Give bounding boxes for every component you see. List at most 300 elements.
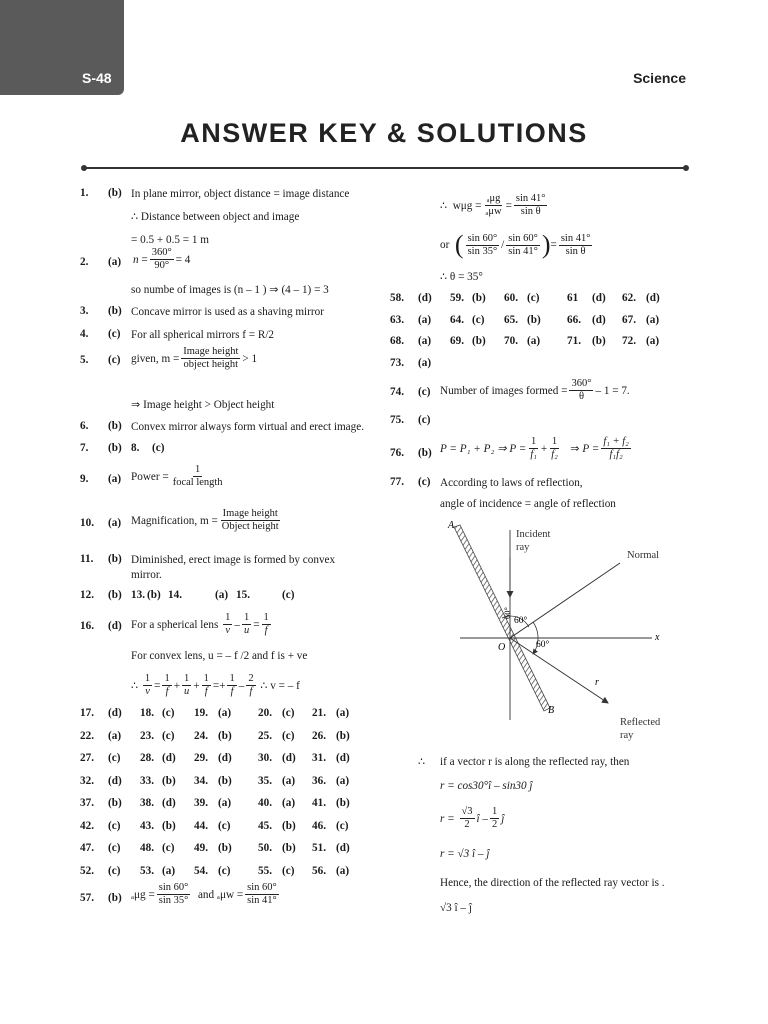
q76-frac2-num: 1 [551, 436, 558, 447]
r1-eq: = [505, 199, 512, 212]
q76-plus: + [540, 442, 548, 455]
label-incident-ray: ray [516, 542, 530, 553]
q16-frac-f-den: f [264, 625, 268, 636]
grid-left-cell-number: 34. [194, 774, 208, 787]
ratio-line [440, 232, 594, 258]
q1-answer: (b) [108, 187, 122, 199]
vec-l3-frac1 [460, 806, 475, 831]
q5-frac-den: object height [183, 359, 239, 370]
q10-fraction [220, 508, 281, 533]
q5-line2: ⇒ Image height > Object height [131, 399, 275, 411]
vec-therefore: ∴ [418, 756, 426, 768]
grid-left-cell-answer: (c) [108, 864, 121, 877]
q76-arrow: ⇒ [570, 442, 580, 455]
grid-left-cell-number: 36. [312, 774, 326, 787]
q74-equation [440, 378, 630, 403]
q9-answer: (a) [108, 473, 122, 485]
grid-left-cell-number: 31. [312, 752, 326, 764]
grid-left-cell-answer: (a) [336, 774, 350, 787]
label-angle-2: 60° [502, 607, 512, 619]
q11-line1: Diminished, erect image is formed by convex [131, 554, 336, 566]
vec-l3-frac2-num: 1 [492, 806, 498, 817]
grid-right-cell-number: 58. [390, 292, 404, 304]
q14-answer: (a) [215, 589, 229, 601]
grid-right-cell-answer: (d) [592, 313, 606, 326]
label-incident: Incident [516, 529, 551, 540]
q2-eq: = [141, 253, 148, 266]
grid-left-cell-number: 41. [312, 797, 326, 809]
q57-frac1-den: sin 35° [158, 895, 189, 906]
r1-frac2-num: sin 41° [515, 193, 546, 204]
grid-left-cell-number: 55. [258, 864, 272, 877]
vec-l3-frac1-den: 2 [464, 819, 470, 830]
q16-l3-frac5 [227, 673, 236, 698]
grid-left-cell-number: 26. [312, 729, 326, 742]
q16-l3-frac3-den: u [184, 686, 190, 697]
q74-post: – 1 = 7. [595, 384, 630, 397]
q75-answer: (c) [418, 414, 431, 426]
q16-frac-f-num: 1 [263, 612, 269, 623]
q57-answer: (b) [108, 892, 122, 904]
q74-answer: (c) [418, 386, 431, 398]
q15-number: 15. [236, 589, 250, 601]
q16-l3-frac3-num: 1 [184, 673, 190, 684]
grid-left-cell-number: 37. [80, 797, 94, 809]
grid-left-cell-number: 19. [194, 707, 208, 719]
q5-pre: given, m = [131, 352, 180, 365]
q4-number: 4. [80, 328, 89, 340]
grid-left-cell-answer: (c) [108, 752, 121, 764]
q16-frac-v-den: v [225, 625, 231, 636]
grid-left-cell-number: 48. [140, 842, 154, 854]
r2-frac2 [506, 233, 540, 258]
r2-frac1-num: sin 60° [467, 232, 498, 244]
q16-l3-frac5-num: 1 [229, 673, 235, 684]
r2-frac2-num: sin 60° [508, 232, 538, 244]
grid-right-cell-answer: (d) [646, 292, 660, 304]
q76-pre: P = P₁ + P₂ ⇒ [440, 442, 507, 455]
grid-right-cell-answer: (b) [592, 335, 606, 347]
q77-number: 77. [390, 476, 404, 488]
page-title: ANSWER KEY & SOLUTIONS [180, 118, 588, 148]
vec-line6: √3 î – ĵ [440, 902, 472, 914]
grid-left-cell-answer: (c) [218, 864, 231, 877]
q10-equation [131, 508, 283, 533]
q57-mu-g: ₐμg = [131, 888, 155, 901]
q76-p3: P = [582, 442, 600, 455]
q73-number: 73. [390, 357, 404, 369]
grid-left-cell-answer: (b) [282, 842, 296, 854]
grid-right-cell-answer: (b) [472, 335, 486, 347]
grid-left-cell-answer: (d) [162, 752, 176, 764]
grid-right-cell-answer: (b) [527, 313, 541, 326]
q7-number: 7. [80, 442, 89, 454]
q3-text: Concave mirror is used as a shaving mirror [131, 306, 324, 318]
label-A: A [448, 520, 455, 531]
grid-left-cell-number: 54. [194, 864, 208, 877]
label-B: B [548, 705, 555, 716]
r2-paren-open: ( [454, 230, 464, 259]
grid-left-cell-number: 43. [140, 819, 154, 832]
q1-number: 1. [80, 187, 89, 199]
grid-right-cell-number: 61 [567, 292, 579, 304]
grid-right-cell-answer: (c) [527, 292, 540, 304]
grid-left-cell-number: 29. [194, 752, 208, 764]
r1-frac1 [484, 193, 504, 218]
q9-equation [131, 464, 227, 489]
q16-eq: = [253, 618, 260, 631]
q16-minus: – [234, 618, 240, 631]
grid-left-cell-answer: (a) [282, 774, 296, 787]
q4-text: For all spherical mirrors f = R/2 [131, 329, 275, 341]
q10-frac-den: Object height [221, 521, 279, 532]
grid-right-cell-number: 72. [622, 335, 636, 347]
q74-frac-den: θ [578, 391, 584, 402]
label-normal: Normal [627, 550, 660, 561]
q16-l3-g: – [238, 679, 245, 692]
r2-slash: / [501, 239, 505, 251]
q76-answer: (b) [418, 447, 432, 459]
grid-left-cell-answer: (b) [218, 774, 232, 787]
q8-number: 8. [131, 442, 140, 454]
q2-frac-num: 360° [151, 247, 172, 258]
grid-left-cell-answer: (a) [218, 707, 232, 719]
grid-right-cell-number: 66. [567, 313, 581, 326]
q16-l3-frac1-num: 1 [144, 673, 151, 684]
q77-line1: According to laws of reflection, [440, 477, 583, 489]
grid-left-cell-answer: (b) [336, 797, 350, 809]
q76-frac3-den: f₁f₂ [609, 449, 623, 460]
grid-right-cell-answer: (d) [592, 292, 606, 304]
q2-answer: (a) [108, 256, 122, 268]
q76-number: 76. [390, 447, 404, 459]
grid-left-cell-number: 25. [258, 729, 272, 742]
q16-l3-frac5-den: f [230, 686, 234, 697]
grid-left-cell-number: 20. [258, 707, 272, 719]
q5-frac-num: Image height [183, 346, 239, 357]
q76-p2: P = [509, 442, 527, 455]
q16-frac-v-num: 1 [225, 612, 231, 623]
q2-fraction [150, 247, 174, 272]
grid-left-cell-number: 27. [80, 752, 94, 764]
q9-frac-den: focal length [172, 477, 223, 488]
grid-left-cell-number: 35. [258, 774, 272, 787]
vec-line2: r = cos30°î – sin30 ĵ [440, 780, 533, 792]
q16-frac-u [242, 612, 251, 637]
grid-left-cell-answer: (b) [218, 842, 232, 854]
q12-number: 12. [80, 589, 94, 601]
r1-frac2-den: sin θ [520, 206, 541, 217]
q5-answer: (c) [108, 354, 121, 366]
q2-eq-end: = 4 [175, 253, 191, 266]
q76-frac3 [601, 436, 630, 461]
r2-frac3-den: sin θ [565, 245, 586, 257]
q75-number: 75. [390, 414, 404, 426]
title-rule [84, 167, 686, 169]
q9-frac-num: 1 [195, 464, 201, 475]
vec-line3 [440, 806, 504, 831]
q77-line2: angle of incidence = angle of reflection [440, 498, 616, 510]
grid-right-cell-number: 68. [390, 335, 404, 347]
q74-pre: Number of images formed = [440, 384, 568, 397]
q5-number: 5. [80, 354, 89, 366]
grid-left-cell-answer: (b) [282, 819, 296, 832]
q16-l3-frac4-den: f [204, 686, 208, 697]
q16-l3-frac2 [162, 673, 171, 698]
grid-left-cell-answer: (c) [218, 819, 231, 832]
grid-right-cell-answer: (a) [646, 313, 660, 326]
subject-label: Science [633, 70, 686, 86]
q2-n: n [133, 253, 139, 266]
grid-left-cell-number: 17. [80, 707, 94, 719]
q3-number: 3. [80, 305, 89, 317]
q5-fraction [181, 346, 240, 371]
label-O: O [498, 642, 506, 653]
grid-left-cell-answer: (c) [108, 819, 121, 832]
label-reflected: Reflected [620, 717, 661, 728]
q16-l3-frac1-den: v [145, 686, 150, 697]
grid-left-cell-answer: (c) [162, 842, 175, 854]
q76-frac1-num: 1 [530, 436, 537, 447]
q16-l3-frac6 [246, 673, 255, 698]
grid-left-cell-answer: (d) [336, 842, 350, 854]
q16-l3-e: = [212, 679, 220, 692]
r1-frac1-den: ₐμw [485, 206, 502, 217]
grid-left-cell-number: 24. [194, 729, 208, 742]
label-r-vector: r [595, 677, 599, 688]
q57-number: 57. [80, 892, 94, 904]
grid-left-cell-number: 28. [140, 752, 154, 764]
q2-line2: so numbe of images is (n – 1 ) ⇒ (4 – 1) = 3 [131, 284, 329, 296]
grid-left-cell-number: 52. [80, 864, 94, 877]
r1-mu: wμg = [452, 199, 482, 212]
grid-left-cell-answer: (d) [282, 752, 296, 764]
r2-eq: = [550, 239, 557, 251]
grid-right-cell-number: 63. [390, 313, 404, 326]
q2-frac-den: 90° [154, 260, 170, 271]
q57-frac1-num: sin 60° [158, 882, 189, 893]
vec-line5: Hence, the direction of the reflected ray vector is . [440, 877, 665, 889]
q73-answer: (a) [418, 357, 432, 369]
grid-right-cell-number: 64. [450, 313, 464, 326]
q16-frac-u-den: u [243, 625, 250, 636]
q16-number: 16. [80, 620, 94, 632]
vec-l3-frac2-den: 2 [492, 819, 498, 830]
q57-and: and [197, 888, 215, 901]
vec-l3-pre: r = [440, 812, 455, 825]
grid-left-cell-answer: (b) [218, 729, 232, 742]
q76-frac1-den: f₁ [530, 449, 537, 460]
q1-line3: = 0.5 + 0.5 = 1 m [131, 234, 209, 246]
grid-left-cell-answer: (c) [282, 729, 295, 742]
q16-l3-frac1 [143, 673, 152, 698]
q74-frac-num: 360° [571, 378, 592, 389]
q16-equation [131, 612, 273, 637]
vec-line1: if a vector r is along the reflected ray, then [440, 756, 630, 768]
q6-number: 6. [80, 420, 89, 432]
q16-l3-frac4-num: 1 [203, 673, 209, 684]
grid-left-cell-answer: (c) [282, 707, 295, 719]
q76-equation [440, 436, 633, 461]
q57-frac2-num: sin 60° [247, 882, 277, 893]
vec-l3-frac1-num: √3 [461, 806, 473, 817]
vec-l3-mid: î – [476, 812, 489, 825]
grid-right-cell-number: 65. [504, 313, 518, 326]
theta-result: ∴ θ = 35° [440, 271, 483, 283]
grid-left-cell-answer: (d) [162, 797, 176, 809]
grid-left-cell-number: 40. [258, 797, 272, 809]
r1-therefore: ∴ [440, 199, 448, 212]
q2-number: 2. [80, 256, 89, 268]
grid-left-cell-answer: (c) [162, 707, 175, 719]
grid-left-cell-answer: (b) [162, 774, 176, 787]
q16-frac-f [262, 612, 271, 637]
grid-left-cell-answer: (d) [108, 774, 122, 787]
label-reflected-ray: ray [620, 730, 634, 741]
grid-left-cell-number: 39. [194, 797, 208, 809]
q13-answer: (b) [147, 589, 161, 601]
q16-l3-f: + [219, 679, 226, 692]
q74-fraction [569, 378, 593, 403]
q76-frac3-num: f₁ + f₂ [603, 436, 629, 447]
grid-left-cell-number: 42. [80, 819, 94, 832]
q16-line2: For convex lens, u = – f /2 and f is + ve [131, 650, 308, 662]
q1-line1: In plane mirror, object distance = image distance [131, 188, 350, 200]
vec-l3-frac2 [490, 806, 499, 831]
q13-number: 13. [131, 589, 145, 601]
q16-l3-b: + [173, 679, 181, 692]
grid-right-cell-number: 62. [622, 292, 636, 304]
q2-equation [133, 247, 190, 272]
grid-left-cell-answer: (a) [218, 797, 232, 809]
q16-l3-d: + [193, 679, 200, 692]
q3-answer: (b) [108, 305, 122, 317]
reflection-diagram [430, 515, 680, 745]
grid-left-cell-number: 53. [140, 864, 154, 877]
grid-left-cell-answer: (c) [336, 819, 349, 832]
vec-l3-end: ĵ [501, 812, 505, 825]
q10-answer: (a) [108, 517, 122, 529]
q5-equation [131, 346, 257, 371]
q16-l3-a: = [154, 679, 161, 692]
grid-left-cell-number: 44. [194, 819, 208, 832]
q1-line2: ∴ Distance between object and image [131, 211, 300, 223]
q16-l3-frac2-num: 1 [164, 673, 170, 684]
grid-left-cell-number: 45. [258, 819, 272, 832]
q76-frac2-den: f₂ [551, 449, 558, 460]
grid-left-cell-answer: (c) [108, 842, 121, 854]
grid-left-cell-number: 30. [258, 752, 272, 764]
q5-post: > 1 [242, 352, 258, 365]
grid-left-cell-number: 21. [312, 707, 326, 719]
grid-left-cell-number: 56. [312, 864, 326, 877]
q10-number: 10. [80, 517, 94, 529]
q76-frac2 [549, 436, 560, 461]
grid-left-cell-answer: (c) [162, 729, 175, 742]
label-angle-3: 60° [536, 640, 550, 650]
q4-answer: (c) [108, 328, 121, 340]
q6-answer: (b) [108, 420, 122, 432]
grid-left-cell-answer: (a) [162, 864, 176, 877]
grid-right-cell-answer: (c) [472, 313, 485, 326]
page-code: S-48 [82, 70, 112, 86]
grid-left-cell-number: 18. [140, 707, 154, 719]
grid-right-cell-number: 71. [567, 335, 581, 347]
grid-left-cell-answer: (a) [282, 797, 296, 809]
grid-left-cell-number: 32. [80, 774, 94, 787]
grid-left-cell-number: 46. [312, 819, 326, 832]
grid-left-cell-answer: (a) [336, 864, 350, 877]
r2-or: or [440, 239, 450, 251]
label-x: x [655, 632, 660, 643]
q57-equation [131, 882, 281, 907]
normal-line [510, 563, 620, 638]
label-angle-1: 60° [514, 616, 528, 626]
grid-left-cell-answer: (d) [108, 707, 122, 719]
grid-left-cell-answer: (a) [108, 729, 122, 742]
grid-right-cell-answer: (a) [418, 313, 432, 326]
q16-l3-frac2-den: f [165, 686, 169, 697]
q16-frac-u-num: 1 [243, 612, 250, 623]
q16-l3-frac6-den: f [249, 686, 253, 697]
grid-right-cell-answer: (a) [646, 335, 660, 347]
grid-left-cell-answer: (d) [218, 752, 232, 764]
grid-right-cell-answer: (a) [527, 335, 541, 347]
q12-answer: (b) [108, 589, 122, 601]
q16-l3-frac4 [202, 673, 211, 698]
q8-answer: (c) [152, 442, 165, 454]
q74-number: 74. [390, 386, 404, 398]
q16-therefore: ∴ [131, 679, 139, 692]
q57-frac2-den: sin 41° [247, 895, 277, 906]
q15-answer: (c) [282, 589, 295, 601]
q16-frac-v [223, 612, 232, 637]
q14-number: 14. [168, 589, 182, 601]
q57-frac1 [157, 882, 191, 907]
r2-frac1-den: sin 35° [467, 245, 498, 257]
grid-left-cell-answer: (c) [282, 864, 295, 877]
q16-pre: For a spherical lens [131, 618, 219, 631]
grid-left-cell-number: 47. [80, 842, 94, 854]
q16-line3 [131, 673, 300, 698]
r2-frac3 [559, 233, 593, 258]
grid-right-cell-number: 60. [504, 292, 518, 304]
grid-left-cell-number: 49. [194, 842, 208, 854]
q16-l3-end: ∴ v = – f [260, 679, 300, 692]
q10-frac-num: Image height [222, 508, 278, 519]
q76-frac1 [528, 436, 539, 461]
r1-frac2 [514, 193, 548, 218]
grid-left-cell-number: 23. [140, 729, 154, 742]
grid-left-cell-number: 51. [312, 842, 326, 854]
grid-right-cell-number: 59. [450, 292, 464, 304]
q11-answer: (b) [108, 553, 122, 565]
q16-answer: (d) [108, 620, 122, 632]
grid-right-cell-answer: (a) [418, 335, 432, 347]
grid-left-cell-number: 22. [80, 729, 94, 742]
q77-answer: (c) [418, 476, 431, 488]
grid-left-cell-answer: (b) [162, 819, 176, 832]
grid-left-cell-answer: (a) [336, 707, 350, 719]
q11-number: 11. [80, 553, 94, 565]
grid-left-cell-number: 38. [140, 797, 154, 809]
r2-frac2-den: sin 41° [508, 245, 538, 257]
q16-l3-frac6-num: 2 [248, 673, 254, 684]
q9-fraction [171, 464, 225, 489]
r2-frac1 [466, 233, 500, 258]
grid-right-cell-answer: (b) [472, 292, 486, 304]
q10-pre: Magnification, m = [131, 514, 218, 527]
